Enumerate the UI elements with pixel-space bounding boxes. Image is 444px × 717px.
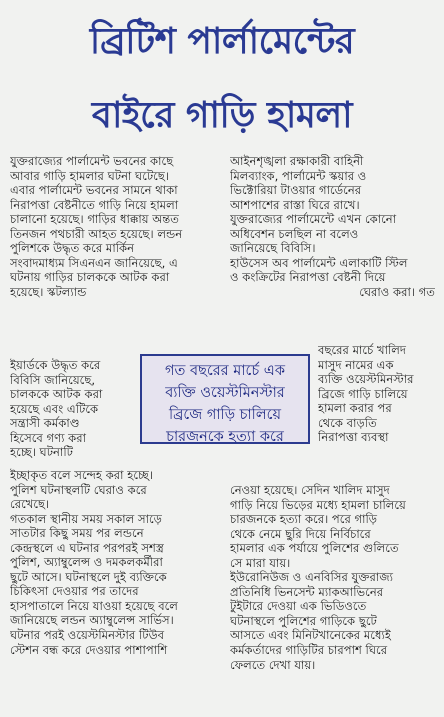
text-line: থেকে বাড়তি <box>318 415 377 430</box>
pull-quote <box>140 354 310 444</box>
text-line: জানিয়েছে লন্ডন অ্যাম্বুলেন্স সার্ভিস। <box>10 613 174 628</box>
article-column-left-top <box>10 154 222 299</box>
text-line: মিলব্যাংক, পার্লামেন্ট স্কয়ার ও <box>230 168 367 183</box>
text-line: সংবাদমাধ্যম সিএনএন জানিয়েছে, এ <box>10 255 178 270</box>
text-line: ফেলতে দেখা যায়। <box>230 657 316 672</box>
text-line: চিকিৎসা দেওয়ার পর তাদের <box>10 584 139 599</box>
text-line: নিরাপত্তা বেষ্টনীতে গাড়ি নিয়ে হামলা <box>10 197 179 212</box>
text-line: আবার গাড়ি হামলার ঘটনা ঘটেছে। <box>10 168 170 183</box>
text-line: হাসপাতালে নিয়ে যাওয়া হয়েছে বলে <box>10 598 178 613</box>
article-column-right-top <box>230 154 435 299</box>
text-line: ব্যক্তি ওয়েস্টমিনস্টার <box>318 372 414 387</box>
text-line: কর্মকর্তাদের গাড়িটির চারপাশ ঘিরে <box>230 643 388 658</box>
text-line: রেখেছে। <box>10 497 50 512</box>
text-line: পুলিশ ঘটনাস্থলটি ঘেরাও করে <box>10 482 147 497</box>
pull-quote-line: ব্যক্তি ওয়েস্টমিনস্টার <box>165 385 285 401</box>
text-line: ও কংক্রিটের নিরাপত্তা বেষ্টনী দিয়ে <box>230 270 386 285</box>
text-line: সে মারা যায়। <box>230 555 291 570</box>
text-line: হয়েছে। স্কটল্যান্ড <box>10 284 87 299</box>
text-line: আইনশৃঙ্খলা রক্ষাকারী বাহিনী <box>230 154 364 168</box>
text-line: ছুটে আসে। ঘটনাস্থলে দুই ব্যক্তিকে <box>10 569 167 584</box>
text-line: তিনজন পথচারী আহত হয়েছে। লন্ডন <box>10 226 183 241</box>
text-line: গাড়ি নিয়ে ভিড়ের মধ্যে হামলা চালিয়ে <box>230 497 406 512</box>
headline-line-2: বাইরে গাড়ি হামলা <box>91 95 353 136</box>
text-line: গতকাল স্থানীয় সময় সকাল সাড়ে <box>10 511 162 526</box>
text-line: পুলিশ, অ্যাম্বুলেন্স ও দমকলকর্মীরা <box>10 555 163 570</box>
text-line: ভিক্টোরিয়া টাওয়ার গার্ডেনের <box>230 183 362 198</box>
article-column-left-bottom <box>10 468 222 657</box>
text-line: এবার পার্লামেন্ট ভবনের সামনে থাকা <box>10 183 178 198</box>
text-line: ঘটনায় গাড়ির চালককে আটক করা <box>10 270 170 285</box>
text-line: জানিয়েছে বিবিসি। <box>230 241 316 256</box>
text-line: নেওয়া হয়েছে। সেদিন খালিদ মাসুদ <box>230 483 390 497</box>
text-line: হামলা করার পর <box>318 401 392 416</box>
text-line: যুক্তরাজ্যের পার্লামেন্ট ভবনের কাছে <box>10 154 174 168</box>
text-line: প্রতিনিধি ভিনসেন্ট ম্যাকআভিনের <box>230 584 384 599</box>
text-line: অধিবেশন চলছিল না বলেও <box>230 226 359 241</box>
text-line: বছরের মার্চে খালিদ <box>318 343 406 357</box>
text-line: হচ্ছে। ঘটনাটি <box>10 445 73 460</box>
text-line: চারজনকে হত্যা করে। পরে গাড়ি <box>230 512 378 527</box>
headline-line-1: ব্রিটিশ পার্লামেন্টের <box>89 21 355 62</box>
text-line: ইচ্ছাকৃত বলে সন্দেহ করা হচ্ছে। <box>10 468 154 482</box>
text-line: হয়েছে এবং এটিকে <box>10 401 99 416</box>
pull-quote-line: চারজনকে হত্যা করে <box>166 429 284 445</box>
text-line: হাউসেস অব পার্লামেন্ট এলাকাটি স্টিল <box>230 255 408 270</box>
pull-quote-line: গত বছরের মার্চে এক <box>165 363 285 379</box>
text-line: ব্রিজে গাড়ি চালিয়ে <box>318 386 408 401</box>
text-line: হিসেবে গণ্য করা <box>10 430 87 445</box>
text-line: টুইটারে দেওয়া এক ভিডিওতে <box>230 599 367 614</box>
text-line: থেকে নেমে ছুরি দিয়ে নির্বিচারে <box>230 526 371 541</box>
text-line: ঘেরাও করা। গত <box>359 284 435 299</box>
text-line: চালককে আটক করা <box>10 387 103 402</box>
text-line: পুলিশকে উদ্ধৃত করে মার্কিন <box>10 241 135 256</box>
text-line: আসতে এবং মিনিটখানেকের মধ্যেই <box>230 628 391 643</box>
text-line: স্টেশন বন্ধ করে দেওয়ার পাশাপাশি <box>10 642 168 657</box>
text-line: যুক্তরাজ্যের পার্লামেন্টে এখন কোনো <box>230 212 397 227</box>
text-line: আশপাশের রাস্তা ঘিরে রাখে। <box>230 197 360 212</box>
article-column-left-wrap <box>10 358 132 460</box>
text-line: হামলার এক পর্যায়ে পুলিশের গুলিতে <box>230 541 399 556</box>
text-line: ইয়ার্ডকে উদ্ধৃত করে <box>10 358 101 372</box>
text-line: ঘটনার পরই ওয়েস্টমিনস্টার টিউব <box>10 628 165 643</box>
text-line: চালানো হয়েছে। গাড়ির ধাক্কায় অন্তত <box>10 212 179 227</box>
text-line: কেন্দ্রস্থলে এ ঘটনার পরপরই সশস্ত্র <box>10 540 164 555</box>
text-line: নিরাপত্তা ব্যবস্থা <box>318 430 389 445</box>
text-line: বিবিসি জানিয়েছে, <box>10 372 96 387</box>
text-line: সাতটার কিছু সময় পর লন্ডনে <box>10 526 144 541</box>
article-column-right-bottom <box>230 483 435 672</box>
text-line: ঘটনাস্থলে পুলিশের গাড়িকে ছুটে <box>230 613 377 628</box>
text-line: মাসুদ নামের এক <box>318 357 394 372</box>
text-line: সন্ত্রাসী কর্মকাণ্ড <box>10 416 80 431</box>
article-column-right-wrap <box>318 343 436 445</box>
text-line: ইউরোনিউজ ও এনবিসির যুক্তরাজ্য <box>230 570 393 585</box>
pull-quote-line: ব্রিজে গাড়ি চালিয়ে <box>168 407 282 423</box>
